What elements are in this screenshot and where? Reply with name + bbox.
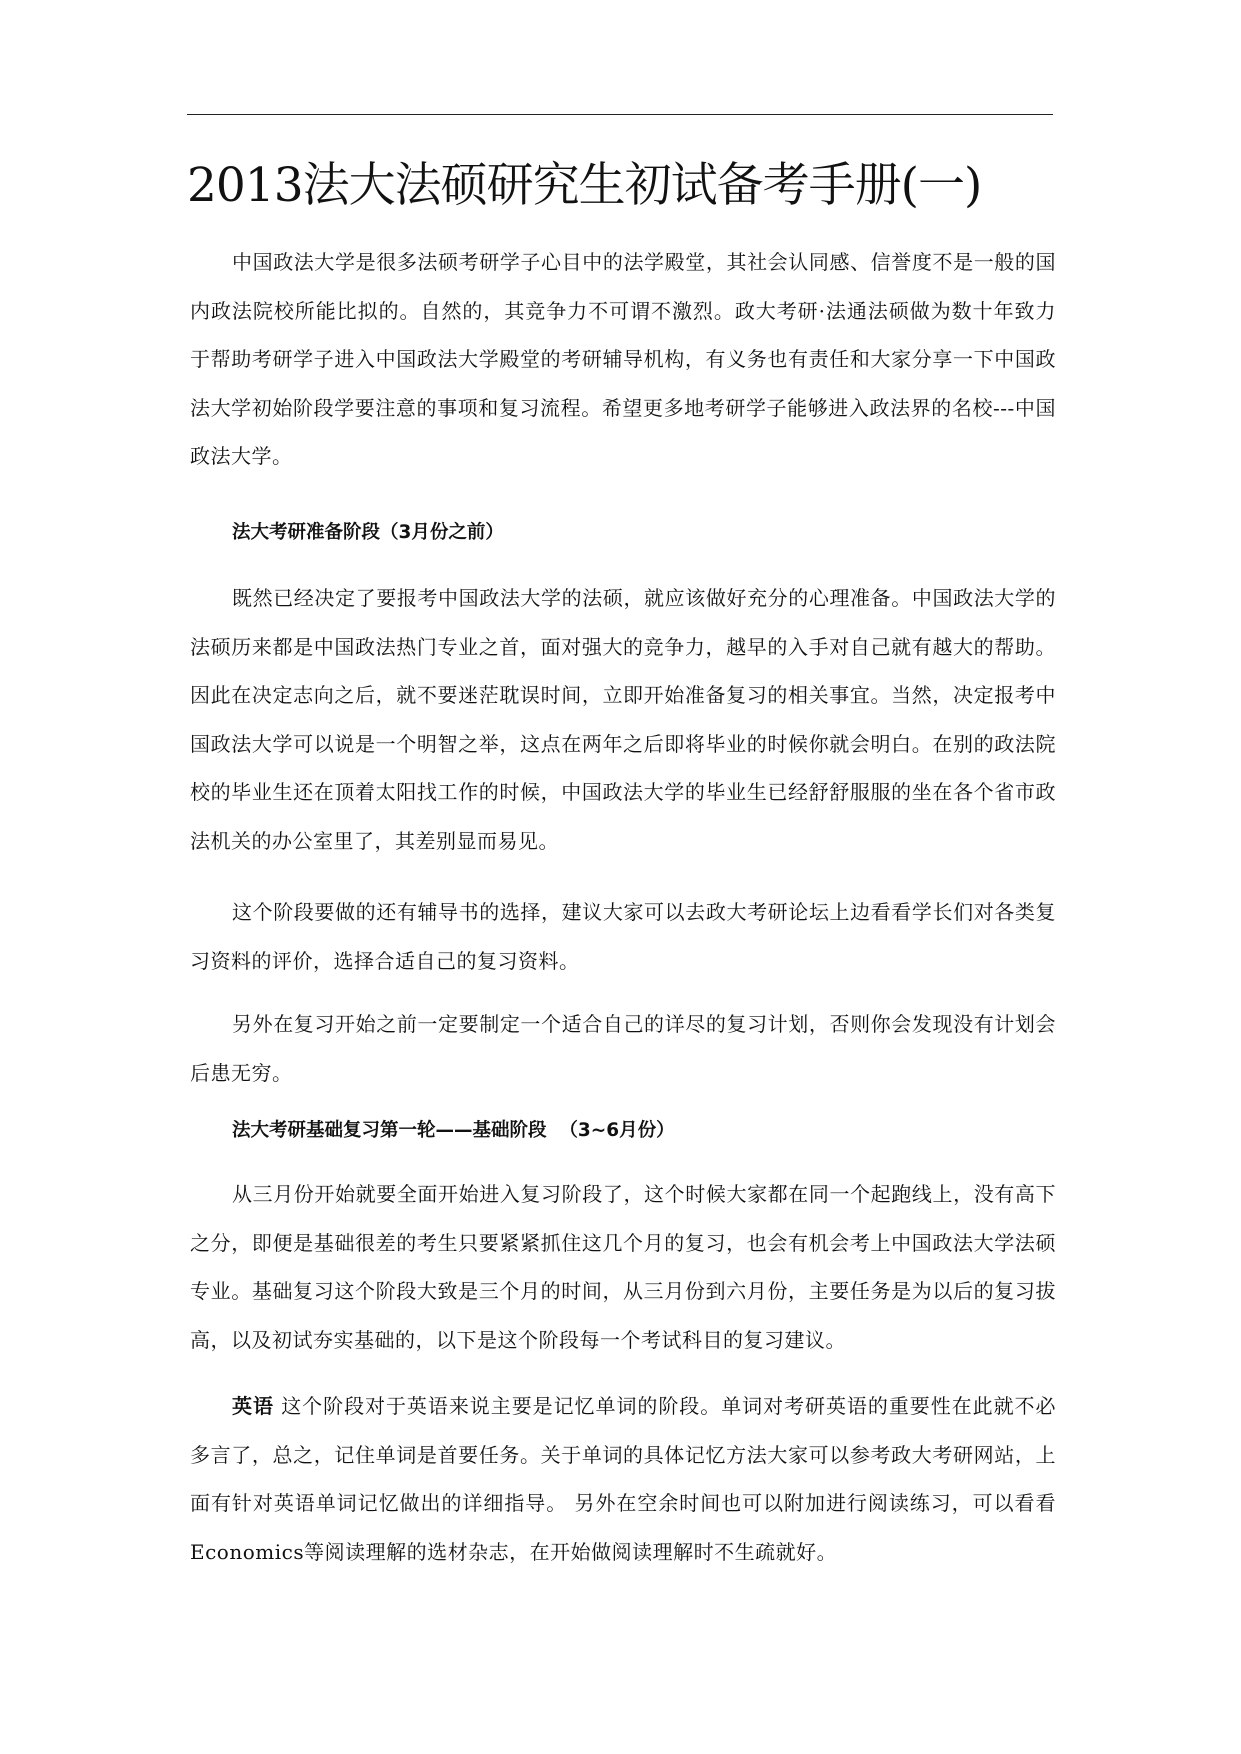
section2-paragraph-1: 从三月份开始就要全面开始进入复习阶段了，这个时候大家都在同一个起跑线上，没有高下之分，即便是基础很差的考生只要紧紧抓住这几个月的复习，也会有机会考上中国政法大学法硕专业。基础复习这个阶段大致是三个月的时间，从三月份到六月份，主要任务是为以后的复习拔高，以及初试夯实基础的，以下是这个阶段每一个考试科目的复习建议。 bbox=[190, 1182, 1056, 1352]
section-heading-foundation: 法大考研基础复习第一轮——基础阶段 （3~6月份） bbox=[232, 1120, 675, 1141]
intro-paragraph: 中国政法大学是很多法硕考研学子心目中的法学殿堂，其社会认同感、信誉度不是一般的国内政法院校所能比拟的。自然的，其竞争力不可谓不激烈。政大考研·法通法硕做为数十年致力于帮助考研学子进入中国政法大学殿堂的考研辅导机构，有义务也有责任和大家分享一下中国政法大学初始阶段学要注意的事项和复习流程。希望更多地考研学子能够进入政法界的名校---中国政法大学。 bbox=[190, 250, 1056, 468]
section1-paragraph-3: 另外在复习开始之前一定要制定一个适合自己的详尽的复习计划，否则你会发现没有计划会后患无穷。 bbox=[190, 1012, 1056, 1085]
header-rule bbox=[187, 114, 1053, 115]
section1-paragraph-2: 这个阶段要做的还有辅导书的选择，建议大家可以去政大考研论坛上边看看学长们对各类复习资料的评价，选择合适自己的复习资料。 bbox=[190, 900, 1056, 973]
english-label: 英语 bbox=[232, 1394, 274, 1418]
english-text: 这个阶段对于英语来说主要是记忆单词的阶段。单词对考研英语的重要性在此就不必多言了，总之，记住单词是首要任务。关于单词的具体记忆方法大家可以参考政大考研网站，上面有针对英语单词记忆做出的详细指导。 另外在空余时间也可以附加进行阅读练习，可以看看Economics等阅读理解的选材杂志，在开始做阅读理解时不生疏就好。 bbox=[190, 1394, 1056, 1564]
section1-paragraph-1: 既然已经决定了要报考中国政法大学的法硕，就应该做好充分的心理准备。中国政法大学的法硕历来都是中国政法热门专业之首，面对强大的竞争力，越早的入手对自己就有越大的帮助。因此在决定志向之后，就不要迷茫耽误时间，立即开始准备复习的相关事宜。当然，决定报考中国政法大学可以说是一个明智之举，这点在两年之后即将毕业的时候你就会明白。在别的政法院校的毕业生还在顶着太阳找工作的时候，中国政法大学的毕业生已经舒舒服服的坐在各个省市政法机关的办公室里了，其差别显而易见。 bbox=[190, 586, 1056, 853]
section-heading-preparation: 法大考研准备阶段（3月份之前） bbox=[232, 522, 504, 543]
document-title: 2013法大法硕研究生初试备考手册(一) bbox=[187, 158, 982, 213]
english-paragraph bbox=[190, 1382, 1056, 1576]
